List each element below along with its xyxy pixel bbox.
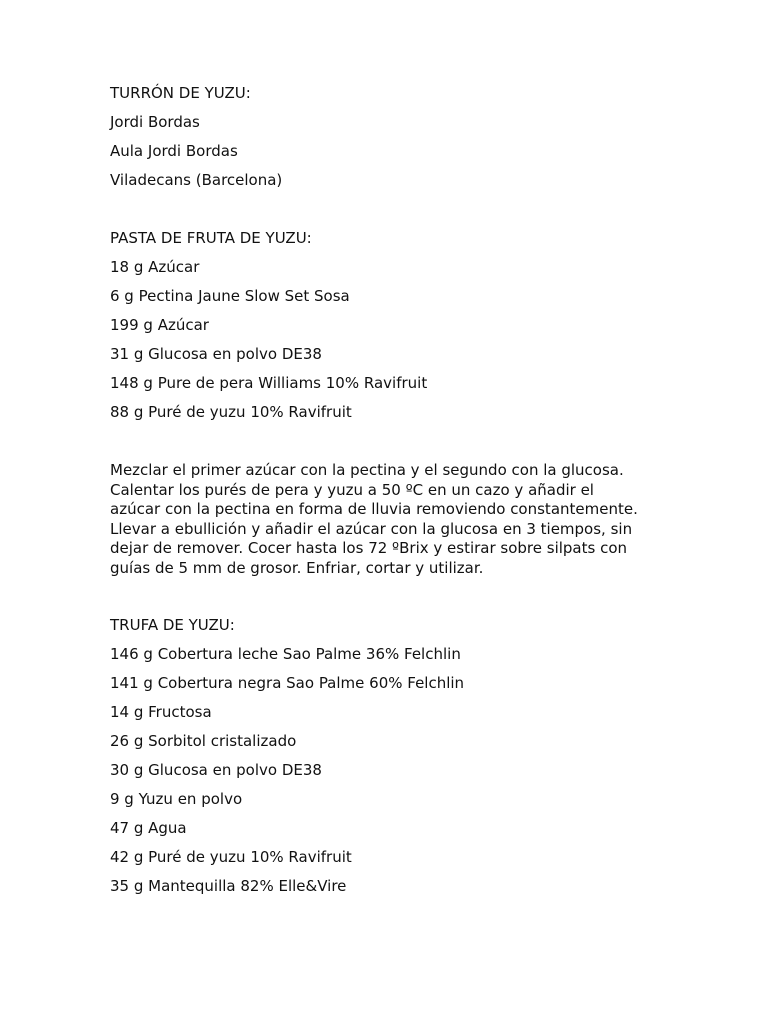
school-name: Aula Jordi Bordas: [110, 142, 238, 160]
section-gap: [110, 578, 670, 616]
ingredient-line: 14 g Fructosa: [110, 703, 212, 721]
ingredient-line: 148 g Pure de pera Williams 10% Ravifruit: [110, 374, 428, 392]
author-name: Jordi Bordas: [110, 113, 200, 131]
method-line: Llevar a ebullición y añadir el azúcar con la glucosa en 3 tiempos, sin: [110, 519, 633, 538]
ingredient-line: 199 g Azúcar: [110, 316, 209, 334]
document-page: [110, 84, 670, 906]
ingredient-line: 30 g Glucosa en polvo DE38: [110, 761, 322, 779]
ingredient-line: 9 g Yuzu en polvo: [110, 790, 243, 808]
ingredient-line: 31 g Glucosa en polvo DE38: [110, 345, 322, 363]
method-line: guías de 5 mm de grosor. Enfriar, cortar y utilizar.: [110, 558, 484, 577]
ingredient-line: 42 g Puré de yuzu 10% Ravifruit: [110, 848, 352, 866]
trufa-ingredient-list: [110, 645, 670, 897]
section-gap: [110, 200, 670, 229]
pasta-ingredient-list: [110, 258, 670, 423]
method-line: Calentar los purés de pera y yuzu a 50 ºC en un cazo y añadir el: [110, 480, 594, 499]
method-line: azúcar con la pectina en forma de lluvia removiendo constantemente.: [110, 500, 638, 518]
ingredient-line: 26 g Sorbitol cristalizado: [110, 732, 297, 750]
trufa-heading: TRUFA DE YUZU:: [110, 616, 235, 634]
ingredient-line: 47 g Agua: [110, 819, 187, 837]
pasta-heading: PASTA DE FRUTA DE YUZU:: [110, 229, 312, 247]
recipe-title: TURRÓN DE YUZU:: [110, 84, 251, 102]
ingredient-line: 88 g Puré de yuzu 10% Ravifruit: [110, 403, 352, 421]
ingredient-line: 6 g Pectina Jaune Slow Set Sosa: [110, 287, 350, 305]
section-gap: [110, 432, 670, 461]
method-line: dejar de remover. Cocer hasta los 72 ºBrix y estirar sobre silpats con: [110, 539, 628, 557]
location: Viladecans (Barcelona): [110, 171, 283, 189]
pasta-method-paragraph: [110, 461, 670, 578]
ingredient-line: 18 g Azúcar: [110, 258, 200, 276]
ingredient-line: 141 g Cobertura negra Sao Palme 60% Felchlin: [110, 674, 465, 692]
method-line: Mezclar el primer azúcar con la pectina y el segundo con la glucosa.: [110, 461, 624, 479]
ingredient-line: 146 g Cobertura leche Sao Palme 36% Felchlin: [110, 645, 461, 663]
ingredient-line: 35 g Mantequilla 82% Elle&Vire: [110, 877, 347, 895]
